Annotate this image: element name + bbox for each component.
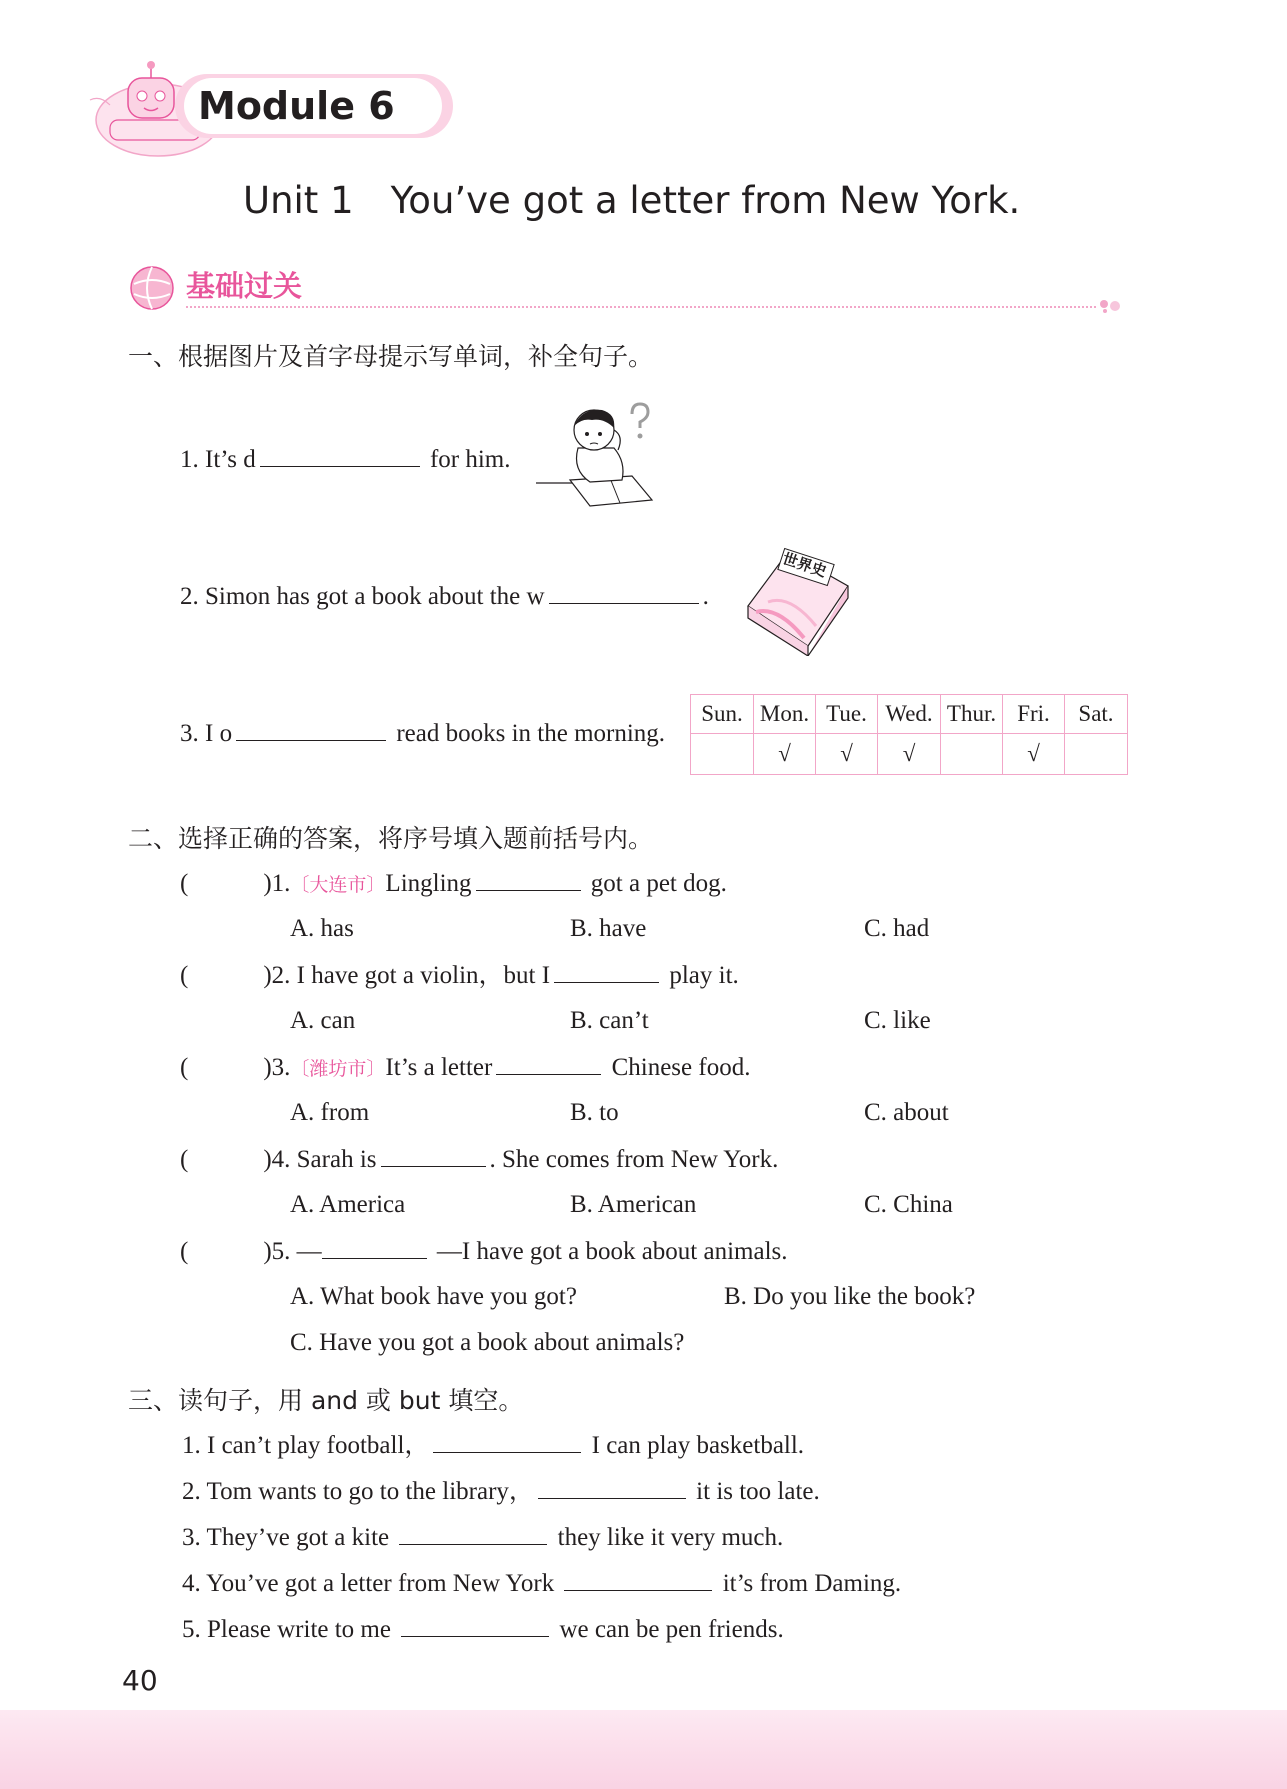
day-mark <box>691 734 754 775</box>
answer-paren[interactable]: ( ) <box>180 1238 272 1265</box>
fill-suffix: we can be pen friends. <box>559 1616 784 1643</box>
mc-question-3 <box>180 1052 750 1084</box>
day-header: Mon. <box>754 695 816 734</box>
week-table-mark-row <box>691 734 1128 775</box>
fill-blank[interactable] <box>433 1430 581 1453</box>
day-mark: √ <box>878 734 941 775</box>
q1-prefix: 1. It’s d <box>180 446 256 473</box>
fill-blank[interactable] <box>564 1568 712 1591</box>
source-tag: 〔潍坊市〕 <box>290 1058 386 1080</box>
day-mark <box>941 734 1003 775</box>
unit-title: Unit 1 You’ve got a letter from New York. <box>243 179 1021 222</box>
answer-paren[interactable]: ( ) <box>180 1054 272 1081</box>
option-a[interactable]: A. can <box>290 1007 356 1034</box>
mc-prefix: Lingling <box>385 870 472 897</box>
fill-prefix: 1. I can’t play football， <box>182 1432 430 1459</box>
mc-question-2 <box>180 960 739 991</box>
option-b[interactable]: B. to <box>570 1099 619 1126</box>
week-table-header-row <box>691 695 1128 734</box>
answer-paren[interactable]: ( ) <box>180 1146 272 1173</box>
fill-item-5 <box>182 1614 784 1645</box>
mc-prefix: I have got a violin，but I <box>296 962 551 989</box>
day-header: Sat. <box>1065 695 1128 734</box>
footer-band <box>0 1710 1287 1789</box>
mc-question-4 <box>180 1144 778 1175</box>
mc-question-1 <box>180 868 727 900</box>
fill-item-3 <box>182 1522 783 1553</box>
fill-prefix: 5. Please write to me <box>182 1616 391 1643</box>
q3-blank[interactable] <box>236 718 386 741</box>
day-header: Fri. <box>1003 695 1065 734</box>
fill-prefix: 3. They’ve got a kite <box>182 1524 390 1551</box>
module-header <box>80 60 440 160</box>
mc-blank[interactable] <box>322 1236 427 1259</box>
day-mark: √ <box>754 734 816 775</box>
banner-dotted-line <box>186 306 1096 308</box>
mc-blank[interactable] <box>496 1052 601 1075</box>
fill-item-4 <box>182 1568 901 1599</box>
mc-blank[interactable] <box>476 868 581 891</box>
fill-prefix: 4. You’ve got a letter from New York <box>182 1570 555 1597</box>
mc-prefix: Sarah is <box>296 1146 377 1173</box>
option-b[interactable]: B. Do you like the book? <box>724 1283 976 1310</box>
source-tag: 〔大连市〕 <box>290 874 386 896</box>
mc-suffix: —I have got a book about animals. <box>436 1238 788 1265</box>
option-a[interactable]: A. America <box>290 1191 406 1218</box>
day-mark: √ <box>1003 734 1065 775</box>
answer-paren[interactable]: ( ) <box>180 870 272 897</box>
option-a[interactable]: A. from <box>290 1099 370 1126</box>
day-header: Sun. <box>691 695 754 734</box>
day-mark: √ <box>816 734 878 775</box>
mc-suffix: . She comes from New York. <box>489 1146 779 1173</box>
option-c[interactable]: C. China <box>864 1191 953 1218</box>
part1-question-3 <box>180 718 665 749</box>
option-a[interactable]: A. has <box>290 915 354 942</box>
mc-blank[interactable] <box>381 1144 486 1167</box>
fill-item-2 <box>182 1476 820 1507</box>
fill-blank[interactable] <box>401 1614 549 1637</box>
mc-number: 1. <box>271 870 291 897</box>
q3-prefix: 3. I o <box>180 720 233 747</box>
mc-number: 2. <box>271 962 291 989</box>
mc-options-5-row2 <box>290 1328 684 1358</box>
section-banner-label: 基础过关 <box>186 269 303 303</box>
q2-prefix: 2. Simon has got a book about the w <box>180 583 545 610</box>
q3-suffix: read books in the morning. <box>396 720 666 747</box>
day-header: Tue. <box>816 695 878 734</box>
fill-suffix: it’s from Daming. <box>722 1570 902 1597</box>
section-banner <box>128 264 1128 314</box>
q2-suffix: . <box>702 583 709 610</box>
fill-blank[interactable] <box>538 1476 686 1499</box>
part3-heading: 三、读句子，用 and 或 but 填空。 <box>128 1386 524 1415</box>
mc-prefix: — <box>296 1238 322 1265</box>
fill-suffix: it is too late. <box>696 1478 820 1505</box>
day-header: Thur. <box>941 695 1003 734</box>
part1-question-1 <box>180 444 511 475</box>
mc-suffix: play it. <box>669 962 739 989</box>
fill-blank[interactable] <box>399 1522 547 1545</box>
option-b[interactable]: B. can’t <box>570 1007 649 1034</box>
day-header: Wed. <box>878 695 941 734</box>
fill-prefix: 2. Tom wants to go to the library， <box>182 1478 534 1505</box>
banner-dots-icon <box>1098 298 1128 314</box>
fill-item-1 <box>182 1430 804 1461</box>
fill-suffix: I can play basketball. <box>591 1432 805 1459</box>
option-c[interactable]: C. had <box>864 915 930 942</box>
mc-prefix: It’s a letter <box>385 1054 493 1081</box>
mc-suffix: got a pet dog. <box>590 870 727 897</box>
part1-heading: 一、根据图片及首字母提示写单词，补全句子。 <box>128 342 654 371</box>
week-table <box>690 694 1128 775</box>
mc-blank[interactable] <box>554 960 659 983</box>
day-mark <box>1065 734 1128 775</box>
mc-question-5 <box>180 1236 788 1267</box>
mc-suffix: Chinese food. <box>611 1054 751 1081</box>
page-number: 40 <box>122 1664 158 1697</box>
book-label: 世界史 <box>780 549 829 581</box>
option-c[interactable]: C. Have you got a book about animals? <box>290 1329 685 1356</box>
part1-question-2 <box>180 581 709 612</box>
fill-suffix: they like it very much. <box>557 1524 784 1551</box>
answer-paren[interactable]: ( ) <box>180 962 272 989</box>
option-c[interactable]: C. like <box>864 1007 931 1034</box>
module-title: Module 6 <box>198 84 395 128</box>
q2-blank[interactable] <box>549 581 699 604</box>
option-b[interactable]: B. have <box>570 915 647 942</box>
part2-heading: 二、选择正确的答案，将序号填入题前括号内。 <box>128 824 654 853</box>
option-b[interactable]: B. American <box>570 1191 697 1218</box>
globe-icon <box>128 264 176 312</box>
option-c[interactable]: C. about <box>864 1099 949 1126</box>
week-table-grid <box>690 694 1128 775</box>
mc-number: 5. <box>271 1238 291 1265</box>
option-a[interactable]: A. What book have you got? <box>290 1283 577 1310</box>
mc-number: 3. <box>271 1054 291 1081</box>
q1-suffix: for him. <box>429 446 511 473</box>
q1-blank[interactable] <box>260 444 420 467</box>
confused-boy-illustration <box>532 400 692 515</box>
mc-number: 4. <box>271 1146 291 1173</box>
